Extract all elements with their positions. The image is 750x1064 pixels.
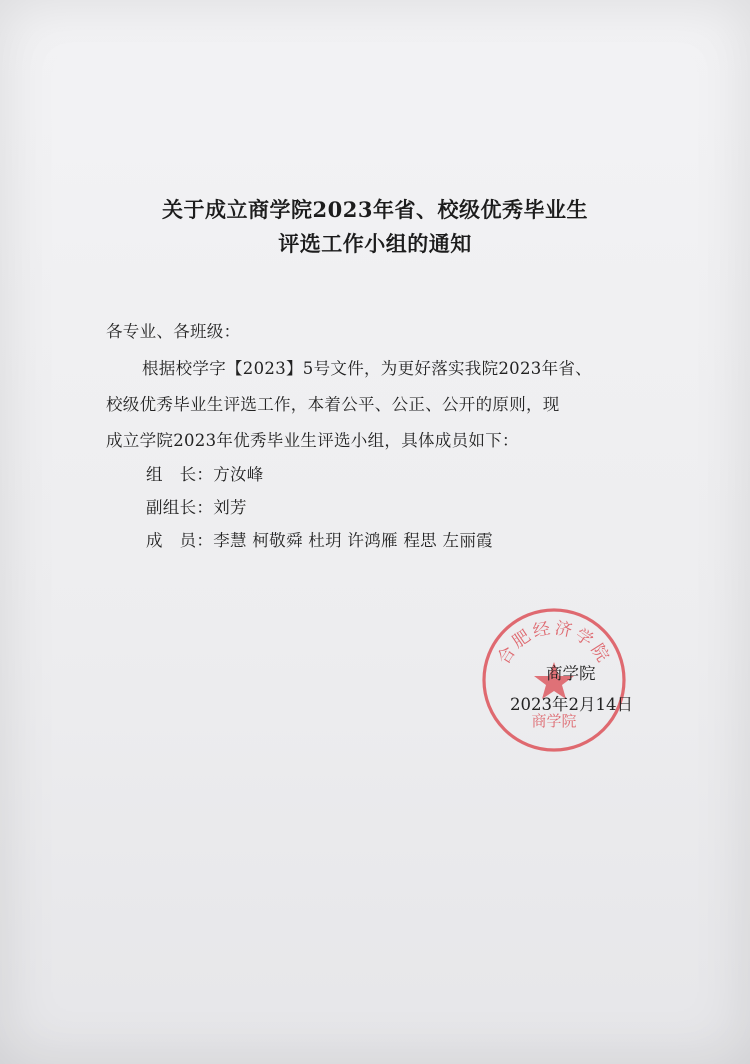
signature-date: 2023年2月14日 bbox=[510, 695, 633, 714]
body-line-2: 校级优秀毕业生评选工作，本着公平、公正、公开的原则，现 bbox=[106, 395, 560, 414]
notice-title-line1: 关于成立商学院2023年省、校级优秀毕业生 bbox=[162, 197, 588, 222]
leader-line: 组 长：方汝峰 bbox=[146, 465, 264, 484]
svg-text:合肥经济学院: 合肥经济学院 bbox=[493, 618, 615, 669]
signature-org: 商学院 bbox=[546, 664, 596, 683]
body-line-3: 成立学院2023年优秀毕业生评选小组，具体成员如下： bbox=[106, 431, 519, 450]
deputy-leader-line: 副组长：刘芳 bbox=[146, 498, 247, 517]
body-line-1: 根据校学字【2023】5号文件，为更好落实我院2023年省、 bbox=[142, 359, 592, 378]
salutation: 各专业、各班级： bbox=[106, 322, 241, 341]
members-line: 成 员：李慧 柯敬舜 杜玥 许鸿雁 程思 左丽霞 bbox=[146, 531, 493, 550]
seal-bottom-text: 商学院 bbox=[531, 712, 577, 730]
notice-title-line2: 评选工作小组的通知 bbox=[278, 231, 472, 256]
